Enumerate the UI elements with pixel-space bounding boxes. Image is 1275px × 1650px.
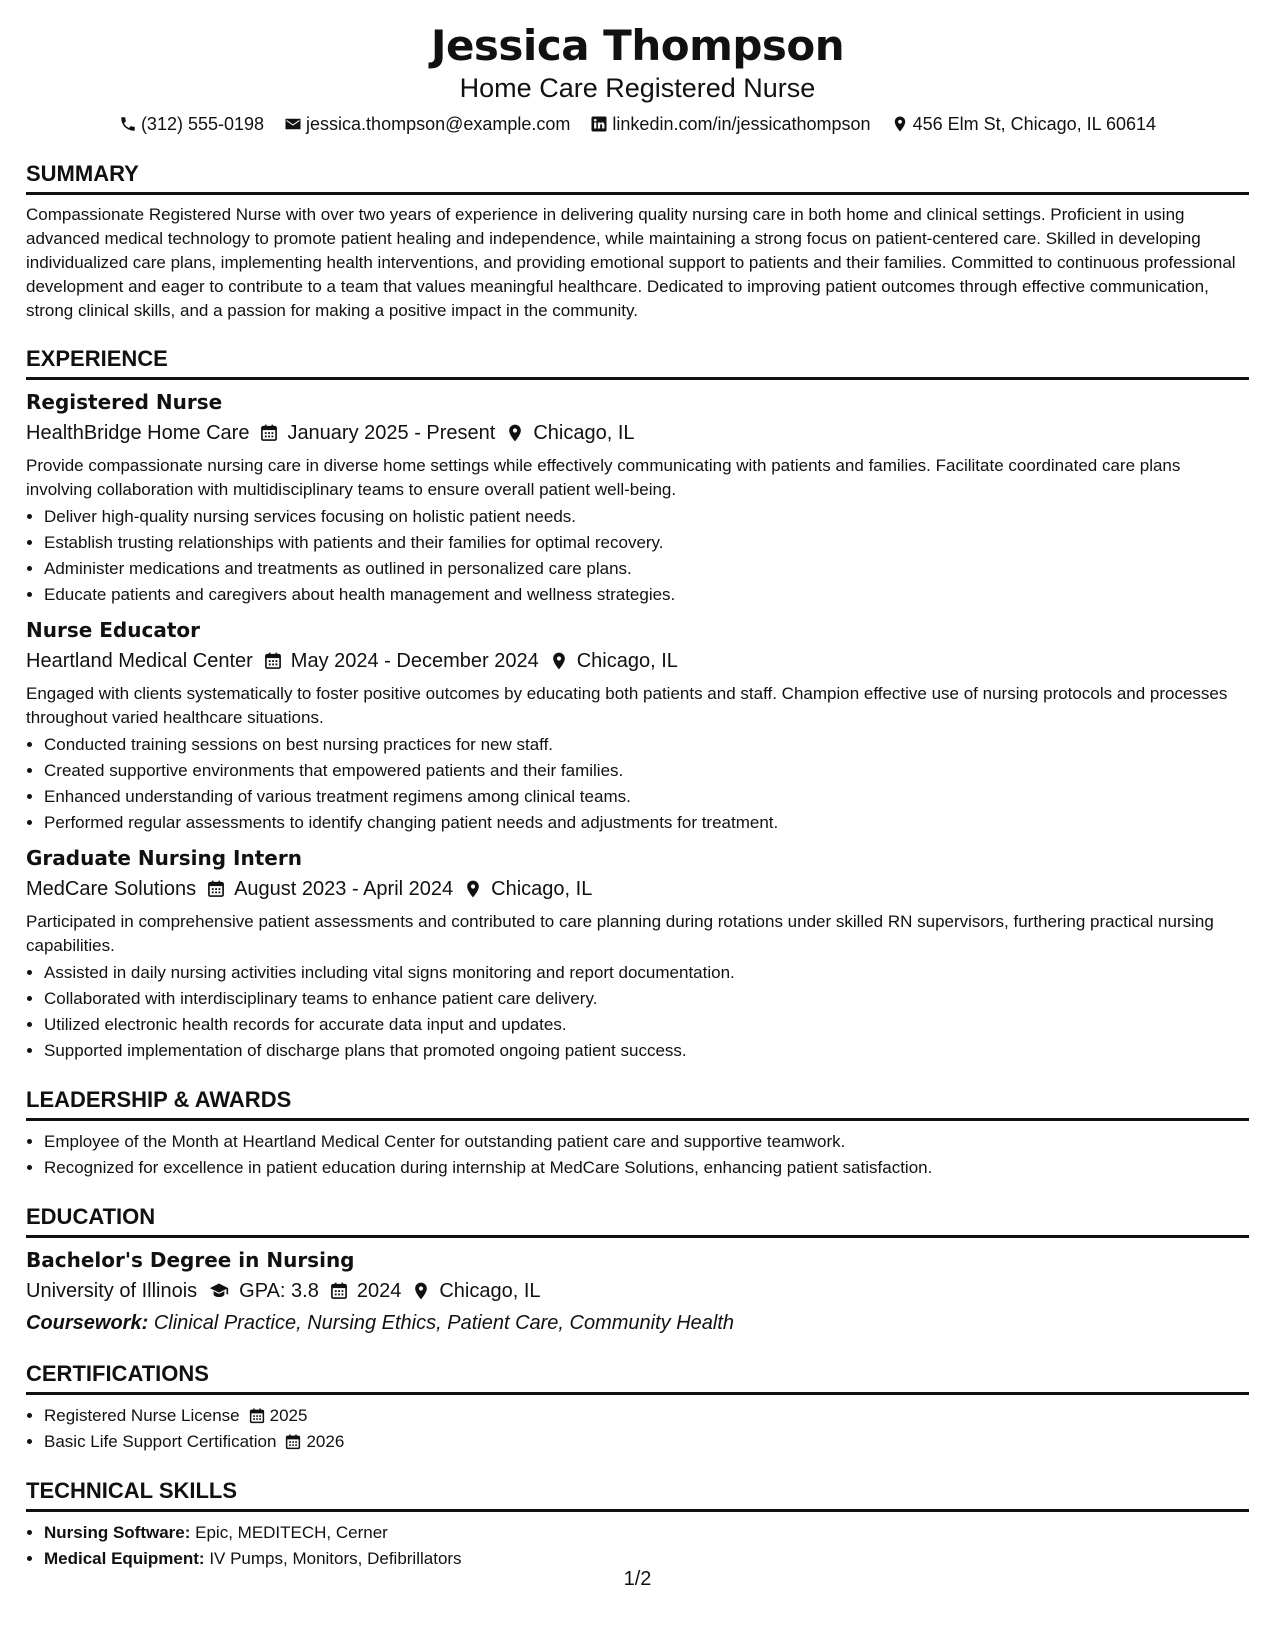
degree-title: Bachelor's Degree in Nursing (26, 1248, 355, 1272)
job-meta (26, 646, 1249, 676)
envelope-icon (284, 115, 302, 133)
skills-list (26, 1520, 1249, 1572)
job-entry (26, 388, 1249, 608)
company-name: MedCare Solutions (26, 878, 197, 900)
certification-name: • Basic Life Support Certification (44, 1432, 277, 1451)
phone-text: (312) 555-0198 (140, 114, 265, 134)
skill-value: IV Pumps, Monitors, Defibrillators (209, 1549, 462, 1568)
certification-date (284, 1429, 344, 1455)
graduation-cap-icon (207, 1281, 231, 1301)
list-item: • Establish trusting relationships with patients and their families for optimal recovery. (44, 530, 1249, 556)
coursework-text: Clinical Practice, Nursing Ethics, Patient Care, Community Health (153, 1312, 735, 1334)
job-location (463, 874, 592, 904)
year-text: 2024 (356, 1280, 402, 1302)
list-item: • Enhanced understanding of various treatment regimens among clinical teams. (44, 784, 1249, 810)
list-item: • Collaborated with interdisciplinary teams to enhance patient care delivery. (44, 986, 1249, 1012)
calendar-icon (329, 1281, 349, 1301)
list-item: • Recognized for excellence in patient education during internship at MedCare Solutions, enhancing patient satisfaction. (44, 1155, 1249, 1181)
coursework-label: Coursework: (26, 1312, 149, 1334)
education-location (411, 1276, 540, 1306)
education-gpa (207, 1276, 319, 1306)
coursework (26, 1308, 1249, 1338)
experience-section (26, 345, 1249, 1064)
company-name: Heartland Medical Center (26, 650, 253, 672)
job-location-text: Chicago, IL (576, 650, 678, 672)
summary-section (26, 160, 1249, 323)
calendar-icon (259, 423, 279, 443)
map-pin-icon (411, 1281, 431, 1301)
leadership-section (26, 1086, 1249, 1181)
job-bullets (26, 732, 1249, 836)
certification-line (44, 1429, 344, 1455)
job-entry (26, 844, 1249, 1064)
calendar-icon (206, 879, 226, 899)
skill-label: Nursing Software: (44, 1523, 191, 1542)
certification-year: 2026 (306, 1432, 345, 1451)
education-year (329, 1276, 402, 1306)
awards-list (26, 1129, 1249, 1181)
list-item: • Deliver high-quality nursing services focusing on holistic patient needs. (44, 504, 1249, 530)
section-title-summary: SUMMARY (26, 160, 1249, 195)
job-location (505, 418, 634, 448)
candidate-headline: Home Care Registered Nurse (459, 73, 816, 103)
list-item: • Educate patients and caregivers about health management and wellness strategies. (44, 582, 1249, 608)
certification-year: 2025 (269, 1406, 308, 1425)
list-item (44, 1520, 1249, 1546)
resume-header (26, 20, 1249, 138)
list-item (44, 1403, 1249, 1429)
list-item: • Created supportive environments that empowered patients and their families. (44, 758, 1249, 784)
list-item: • Employee of the Month at Heartland Medical Center for outstanding patient care and supportive teamwork. (44, 1129, 1249, 1155)
linkedin-text[interactable]: linkedin.com/in/jessicathompson (612, 114, 871, 134)
job-bullets (26, 960, 1249, 1064)
gpa-text: GPA: 3.8 (239, 1280, 319, 1302)
contact-address (891, 110, 1156, 138)
list-item: • Utilized electronic health records for accurate data input and updates. (44, 1012, 1249, 1038)
address-text: 456 Elm St, Chicago, IL 60614 (912, 114, 1157, 134)
job-location-text: Chicago, IL (533, 422, 635, 444)
email-text[interactable]: jessica.thompson@example.com (306, 114, 571, 134)
contact-email[interactable] (284, 110, 570, 138)
skills-section (26, 1477, 1249, 1572)
calendar-icon (263, 651, 283, 671)
job-dates-text: January 2025 - Present (287, 422, 496, 444)
contact-phone (119, 110, 264, 138)
job-meta (26, 418, 1249, 448)
job-dates-text: August 2023 - April 2024 (234, 878, 454, 900)
job-description: Engaged with clients systematically to foster positive outcomes by educating both patients and staff. Champion effective use of nursing protocols and processes throughout varied healthcare situations. (26, 684, 1228, 727)
phone-icon (119, 115, 137, 133)
list-item (44, 1429, 1249, 1455)
candidate-name: Jessica Thompson (430, 21, 845, 70)
job-meta (26, 874, 1249, 904)
job-title: Registered Nurse (26, 390, 223, 414)
job-location-text: Chicago, IL (491, 878, 593, 900)
certification-line (44, 1403, 307, 1429)
list-item: • Performed regular assessments to identify changing patient needs and adjustments for treatment. (44, 810, 1249, 836)
job-title: Graduate Nursing Intern (26, 846, 302, 870)
page-number: 1/2 (623, 1568, 652, 1590)
job-dates (263, 646, 539, 676)
section-title-skills: TECHNICAL SKILLS (26, 1477, 1249, 1512)
section-title-experience: EXPERIENCE (26, 345, 1249, 380)
section-title-certifications: CERTIFICATIONS (26, 1360, 1249, 1395)
map-pin-icon (505, 423, 525, 443)
skill-label: Medical Equipment: (44, 1549, 205, 1568)
job-entry (26, 616, 1249, 836)
certifications-list (26, 1403, 1249, 1455)
job-dates (259, 418, 495, 448)
job-title: Nurse Educator (26, 618, 201, 642)
linkedin-icon (590, 115, 608, 133)
section-title-leadership: LEADERSHIP & AWARDS (26, 1086, 1249, 1121)
job-dates-text: May 2024 - December 2024 (290, 650, 539, 672)
certification-name: • Registered Nurse License (44, 1406, 240, 1425)
certifications-section (26, 1360, 1249, 1455)
section-title-education: EDUCATION (26, 1203, 1249, 1238)
job-description: Participated in comprehensive patient assessments and contributed to care planning during rotations under skilled RN supervisors, furthering practical nursing capabilities. (26, 912, 1214, 955)
contact-linkedin[interactable] (590, 110, 870, 138)
job-dates (206, 874, 453, 904)
education-meta (26, 1276, 1249, 1306)
map-pin-icon (549, 651, 569, 671)
education-location-text: Chicago, IL (439, 1280, 541, 1302)
map-pin-icon (463, 879, 483, 899)
list-item: • Conducted training sessions on best nursing practices for new staff. (44, 732, 1249, 758)
education-section (26, 1203, 1249, 1338)
map-pin-icon (891, 115, 909, 133)
contact-bar (26, 110, 1249, 138)
list-item: • Assisted in daily nursing activities including vital signs monitoring and report documentation. (44, 960, 1249, 986)
job-description: Provide compassionate nursing care in diverse home settings while effectively communicating with patients and families. Facilitate coordinated care plans involving collaboration with multidisciplinary teams to ensure overall patient well-being. (26, 456, 1181, 499)
list-item: • Supported implementation of discharge plans that promoted ongoing patient success. (44, 1038, 1249, 1064)
job-bullets (26, 504, 1249, 608)
education-entry (26, 1246, 1249, 1338)
job-location (549, 646, 678, 676)
calendar-icon (284, 1433, 302, 1451)
skill-value: Epic, MEDITECH, Cerner (195, 1523, 388, 1542)
list-item: • Administer medications and treatments as outlined in personalized care plans. (44, 556, 1249, 582)
summary-text: Compassionate Registered Nurse with over two years of experience in delivering quality nursing care in both home and clinical settings. Proficient in using advanced medical technology to promote patient healing and independence, while maintaining a strong focus on patient-centered care. Skilled in developing individualized care plans, implementing health interventions, and providing emotional support to patients and their families. Committed to continuous professional development and eager to contribute to a team that values meaningful healthcare. Dedicated to improving patient outcomes through effective communication, strong clinical skills, and a passion for making a positive impact in the community. (26, 205, 1236, 320)
certification-date (248, 1403, 308, 1429)
school-name: University of Illinois (26, 1280, 198, 1302)
company-name: HealthBridge Home Care (26, 422, 250, 444)
calendar-icon (248, 1407, 266, 1425)
